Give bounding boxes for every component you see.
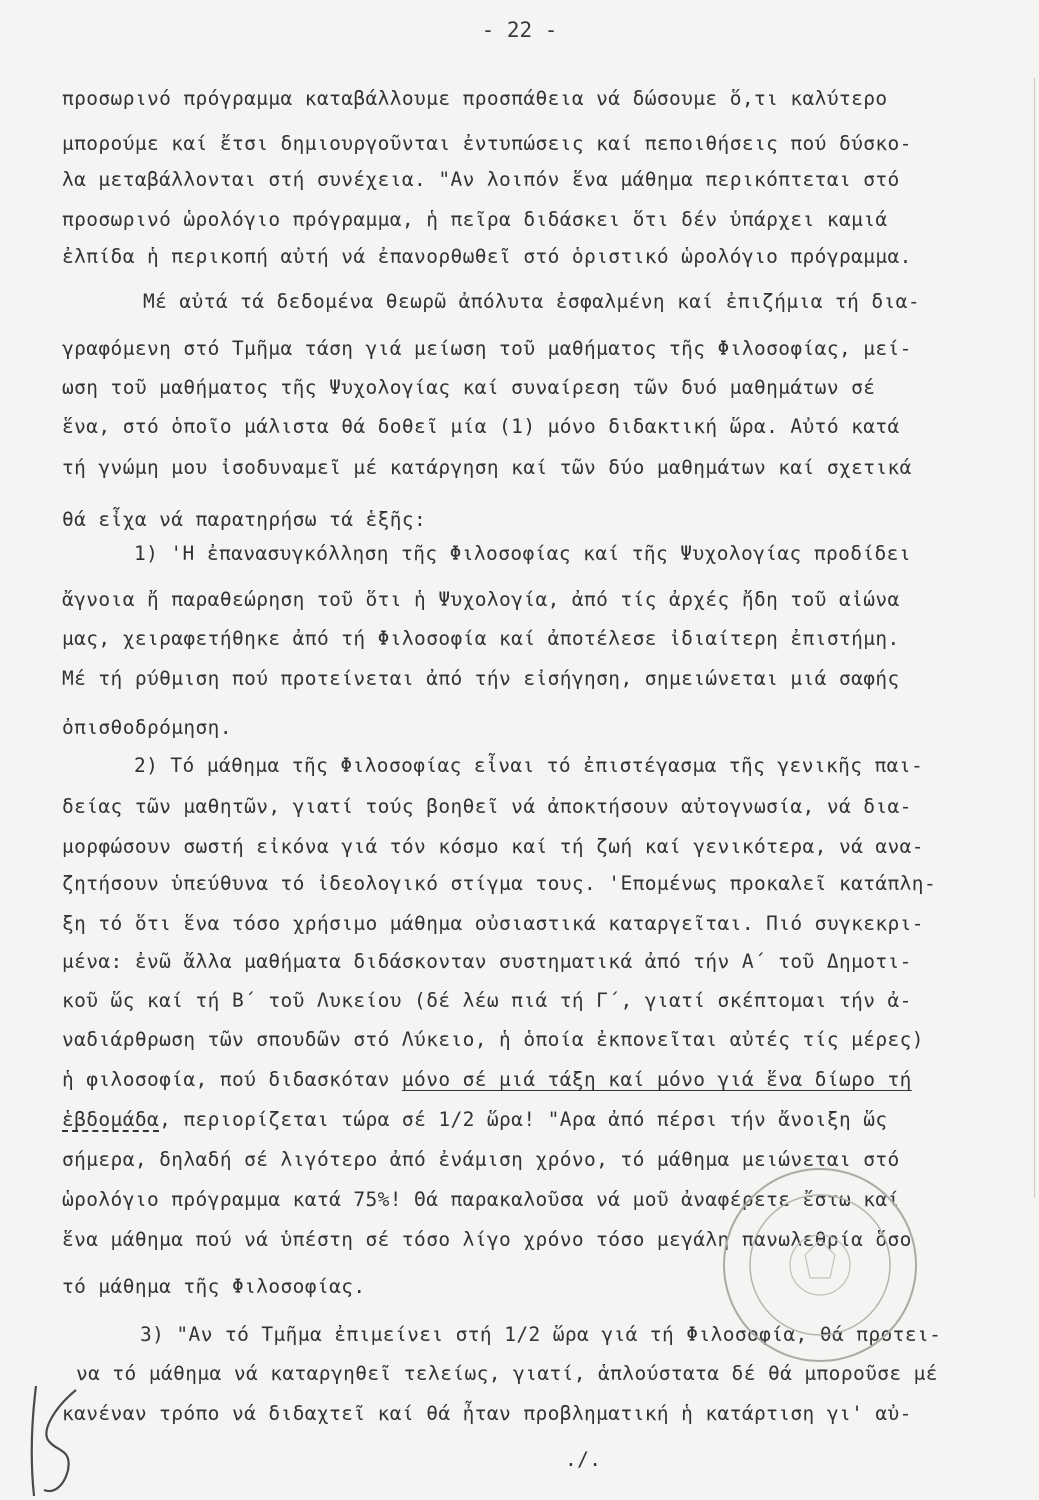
text-line: ωση τοῦ μαθήματος τῆς Ψυχολογίας καί συναίρεση τῶν δυό μαθημάτων σέ (62, 376, 876, 399)
text-line: ὀπισθοδρόμηση. (62, 716, 232, 739)
text-line: ἕνα μάθημα πού νά ὑπέστη σέ τόσο λίγο χρόνο τόσο μεγάλη πανωλεθρία ὅσο (62, 1228, 912, 1251)
text-line: Μέ αὐτά τά δεδομένα θεωρῶ ἀπόλυτα ἐσφαλμένη καί ἐπιζήμια τή δια- (143, 290, 920, 313)
text-line: Μέ τή ρύθμιση πού προτείνεται ἀπό τήν εἰσήγηση, σημειώνεται μιά σαφής (62, 667, 900, 690)
text-line: ξη τό ὅτι ἕνα τόσο χρήσιμο μάθημα οὐσιαστικά καταργεῖται. Πιό συγκεκρι- (62, 912, 924, 935)
text-line: ./. (565, 1448, 602, 1471)
text-line (62, 1068, 912, 1091)
text-line (62, 1108, 888, 1131)
page-number: - 22 - (481, 18, 558, 42)
underlined-text: μόνο σέ μιά τάξη καί μόνο γιά ἕνα δίωρο τή (401, 1068, 912, 1091)
text-line: 1) 'Η ἐπανασυγκόλληση τῆς Φιλοσοφίας καί τῆς Ψυχολογίας προδίδει (134, 542, 911, 565)
text-line: μας, χειραφετήθηκε ἀπό τή Φιλοσοφία καί ἀποτέλεσε ἰδιαίτερη ἐπιστήμη. (62, 627, 900, 650)
text-line: σήμερα, δηλαδή σέ λιγότερο ἀπό ἐνάμιση χρόνο, τό μάθημα μειώνεται στό (62, 1148, 900, 1171)
text-line: ἕνα, στό ὁποῖο μάλιστα θά δοθεῖ μία (1) μόνο διδακτική ὥρα. Αὐτό κατά (62, 415, 900, 438)
text-line: τό μάθημα τῆς Φιλοσοφίας. (62, 1275, 366, 1298)
text-line: κανέναν τρόπο νά διδαχτεῖ καί θά ἦταν προβληματική ἡ κατάρτιση γι' αὐ- (62, 1402, 912, 1425)
page-edge-line (1034, 78, 1035, 1198)
text-line: γραφόμενη στό Τμῆμα τάση γιά μείωση τοῦ μαθήματος τῆς Φιλοσοφίας, μεί- (62, 337, 912, 360)
text-line: ἐλπίδα ἡ περικοπή αὐτή νά ἐπανορθωθεῖ στό ὁριστικό ὡρολόγιο πρόγραμμα. (62, 245, 912, 268)
text-line: μπορούμε καί ἔτσι δημιουργοῦνται ἐντυπώσεις καί πεποιθήσεις πού δύσκο- (62, 132, 912, 155)
text-line: προσωρινό ὡρολόγιο πρόγραμμα, ἡ πεῖρα διδάσκει ὅτι δέν ὑπάρχει καμιά (62, 208, 888, 231)
signature (14, 1378, 94, 1500)
official-stamp (715, 1160, 925, 1370)
text-line: να τό μάθημα νά καταργηθεῖ τελείως, γιατί, ἁπλούστατα δέ θά μποροῦσε μέ (76, 1362, 938, 1385)
line-text: , περιορίζεται τώρα σέ 1/2 ὥρα! "Αρα ἀπό πέρσι τήν ἄνοιξη ὥς (159, 1108, 888, 1131)
text-line: 2) Τό μάθημα τῆς Φιλοσοφίας εἶναι τό ἐπιστέγασμα τῆς γενικῆς παι- (134, 754, 924, 777)
text-line: ὡρολόγιο πρόγραμμα κατά 75%! Θά παρακαλοῦσα νά μοῦ ἀναφέρετε ἔστω καί (62, 1188, 900, 1211)
text-line: ναδιάρθρωση τῶν σπουδῶν στό Λύκειο, ἡ ὁποία ἐκπονεῖται αὐτές τίς μέρες) (62, 1028, 924, 1051)
text-line: μένα: ἐνῶ ἄλλα μαθήματα διδάσκονταν συστηματικά ἀπό τήν Α΄ τοῦ Δημοτι- (62, 950, 912, 973)
text-line: κοῦ ὥς καί τή Β΄ τοῦ Λυκείου (δέ λέω πιά τή Γ΄, γιατί σκέπτομαι τήν ἀ- (62, 989, 912, 1012)
line-text: ἡ φιλοσοφία, πού διδασκόταν (62, 1068, 402, 1091)
text-line: 3) "Αν τό Τμῆμα ἐπιμείνει στή 1/2 ὥρα γιά τή Φιλοσοφία, θά προτει- (140, 1323, 942, 1346)
text-line: τή γνώμη μου ἰσοδυναμεῖ μέ κατάργηση καί τῶν δύο μαθημάτων καί σχετικά (62, 456, 912, 479)
text-line: δείας τῶν μαθητῶν, γιατί τούς βοηθεῖ νά ἀποκτήσουν αὐτογνωσία, νά δια- (62, 795, 912, 818)
text-line: ζητήσουν ὑπεύθυνα τό ἰδεολογικό στίγμα τους. 'Επομένως προκαλεῖ κατάπλη- (62, 872, 937, 895)
text-line: προσωρινό πρόγραμμα καταβάλλουμε προσπάθεια νά δώσουμε ὅ,τι καλύτερο (62, 87, 888, 110)
text-line: ἄγνοια ἤ παραθεώρηση τοῦ ὅτι ἡ Ψυχολογία, ἀπό τίς ἀρχές ἤδη τοῦ αἰώνα (62, 588, 900, 611)
dashed-underlined-text: ἑβδομάδα (62, 1108, 160, 1131)
text-line: θά εἶχα νά παρατηρήσω τά ἑξῆς: (62, 508, 427, 531)
text-line: λα μεταβάλλονται στή συνέχεια. "Αν λοιπόν ἕνα μάθημα περικόπτεται στό (62, 168, 900, 191)
text-line: μορφώσουν σωστή εἰκόνα γιά τόν κόσμο καί τή ζωή καί γενικότερα, νά ανα- (62, 835, 924, 858)
